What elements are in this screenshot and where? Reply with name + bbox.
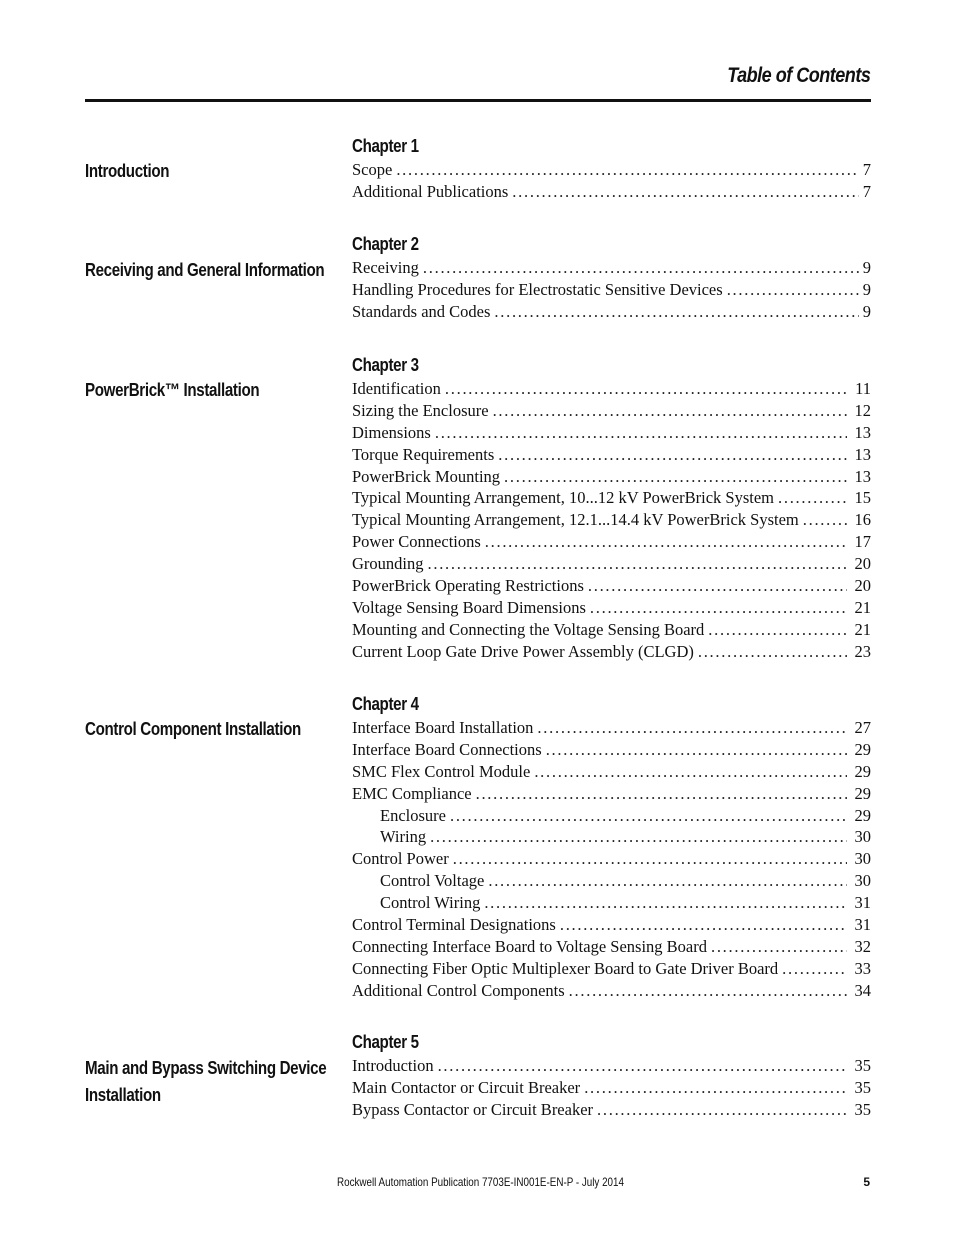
dot-leader — [423, 258, 859, 278]
dot-leader — [438, 1056, 847, 1076]
section-title: Receiving and General Information — [85, 260, 325, 280]
toc-entry[interactable] — [352, 488, 871, 510]
toc-entry-page: 12 — [854, 400, 871, 420]
toc-entries — [352, 379, 871, 664]
dot-leader — [445, 379, 847, 399]
toc-entry[interactable] — [352, 762, 871, 784]
toc-entry-page: 21 — [854, 619, 871, 639]
toc-entry[interactable] — [352, 740, 871, 762]
toc-entry[interactable] — [352, 467, 871, 489]
toc-entry-label: Main Contactor or Circuit Breaker — [352, 1077, 581, 1097]
dot-leader — [698, 642, 847, 662]
toc-entry-page: 30 — [854, 871, 871, 891]
toc-entry-page: 34 — [854, 980, 871, 1000]
toc-entry-page: 21 — [854, 597, 871, 617]
toc-entry-page: 31 — [854, 915, 871, 935]
toc-entry-label: Power Connections — [352, 532, 481, 552]
dot-leader — [569, 981, 847, 1001]
toc-entry[interactable] — [352, 160, 871, 182]
toc-entry-page: 29 — [854, 783, 871, 803]
toc-entry[interactable] — [352, 642, 871, 664]
toc-entry-label: Control Terminal Designations — [352, 915, 556, 935]
toc-entry-page: 35 — [854, 1077, 871, 1097]
toc-entry[interactable] — [352, 981, 871, 1003]
toc-entry-page: 29 — [854, 761, 871, 781]
dot-leader — [590, 598, 847, 618]
toc-entry-label: Identification — [352, 379, 441, 398]
toc-entry-label: Introduction — [352, 1056, 434, 1075]
dot-leader — [546, 740, 847, 760]
toc-entry-page: 23 — [854, 641, 871, 661]
toc-entry-page: 13 — [854, 466, 871, 486]
toc-entry-page: 7 — [862, 160, 871, 179]
toc-entry-label: Torque Requirements — [352, 444, 495, 464]
toc-entry-label: Mounting and Connecting the Voltage Sensing Board — [352, 619, 705, 639]
toc-entry-label: Receiving — [352, 258, 419, 277]
toc-entry-page: 29 — [854, 739, 871, 759]
dot-leader — [498, 445, 847, 465]
toc-entry-page: 35 — [854, 1099, 871, 1119]
toc-entry-label: Bypass Contactor or Circuit Breaker — [352, 1099, 594, 1119]
footer-publication: Rockwell Automation Publication 7703E-IN001E-EN-P - July 2014 — [337, 1175, 624, 1189]
toc-entry-page: 20 — [854, 576, 871, 596]
toc-entry[interactable] — [352, 893, 871, 915]
toc-entry-label: PowerBrick Mounting — [352, 466, 501, 486]
toc-entry-page: 13 — [854, 422, 871, 442]
toc-entry[interactable] — [352, 718, 871, 740]
toc-entry-label: SMC Flex Control Module — [352, 761, 531, 781]
toc-entries — [352, 1056, 871, 1122]
toc-entry[interactable] — [352, 784, 871, 806]
dot-leader — [778, 488, 847, 508]
dot-leader — [534, 762, 847, 782]
toc-entry[interactable] — [352, 532, 871, 554]
toc-entry[interactable] — [352, 1056, 871, 1078]
toc-entry[interactable] — [352, 1100, 871, 1122]
toc-entry-page: 13 — [854, 444, 871, 464]
chapter-label: Chapter 3 — [352, 355, 419, 375]
chapter-label: Chapter 1 — [352, 136, 419, 156]
toc-entry[interactable] — [352, 510, 871, 532]
dot-leader — [711, 937, 847, 957]
toc-entry-label: Typical Mounting Arrangement, 10...12 kV PowerBrick System — [352, 488, 774, 508]
toc-entry[interactable] — [352, 915, 871, 937]
dot-leader — [484, 893, 847, 913]
toc-entry-label: Connecting Fiber Optic Multiplexer Board to Gate Driver Board — [352, 958, 779, 978]
toc-entry-page: 11 — [855, 379, 871, 398]
toc-entry-page: 30 — [854, 827, 871, 847]
dot-leader — [584, 1078, 847, 1098]
toc-entry[interactable] — [352, 806, 871, 828]
dot-leader — [708, 620, 847, 640]
toc-entry-page: 9 — [862, 279, 871, 299]
toc-entry-label: Grounding — [352, 554, 424, 574]
dot-leader — [428, 554, 848, 574]
dot-leader — [560, 915, 847, 935]
dot-leader — [453, 849, 847, 869]
dot-leader — [512, 182, 858, 202]
toc-entry[interactable] — [352, 827, 871, 849]
dot-leader — [476, 784, 847, 804]
toc-entry[interactable] — [352, 937, 871, 959]
page-title: Table of Contents — [726, 64, 870, 87]
toc-entry-label: Handling Procedures for Electrostatic Sensitive Devices — [352, 279, 723, 299]
dot-leader — [537, 718, 847, 738]
toc-entry-label: Enclosure — [380, 805, 446, 825]
dot-leader — [588, 576, 847, 596]
toc-entry-page: 15 — [854, 488, 871, 508]
toc-entry-page: 27 — [854, 718, 871, 737]
dot-leader — [494, 302, 858, 322]
dot-leader — [430, 827, 847, 847]
dot-leader — [493, 401, 847, 421]
toc-entry-label: Connecting Interface Board to Voltage Sensing Board — [352, 936, 707, 956]
toc-entry[interactable] — [352, 401, 871, 423]
toc-entry[interactable] — [352, 620, 871, 642]
toc-entry-label: Dimensions — [352, 422, 431, 442]
toc-entry-label: Wiring — [380, 827, 427, 847]
toc-entry[interactable] — [352, 182, 871, 204]
dot-leader — [435, 423, 847, 443]
toc-entry[interactable] — [352, 598, 871, 620]
section-title: Introduction — [85, 161, 170, 181]
dot-leader — [504, 467, 847, 487]
toc-entry-page: 7 — [862, 181, 871, 201]
toc-entry-page: 33 — [854, 958, 871, 978]
section-title: Control Component Installation — [85, 719, 301, 739]
dot-leader — [727, 280, 859, 300]
toc-entry-label: Interface Board Connections — [352, 739, 542, 759]
toc-entry[interactable] — [352, 959, 871, 981]
chapter-label: Chapter 5 — [352, 1032, 419, 1052]
toc-entries — [352, 160, 871, 204]
toc-entry-page: 31 — [854, 893, 871, 913]
toc-entry-label: Current Loop Gate Drive Power Assembly (CLGD) — [352, 641, 694, 661]
toc-entry[interactable] — [352, 1078, 871, 1100]
dot-leader — [485, 532, 847, 552]
toc-entry-label: Standards and Codes — [352, 301, 491, 321]
toc-entry-page: 9 — [862, 258, 871, 277]
toc-entry-label: Additional Publications — [352, 181, 509, 201]
toc-entry[interactable] — [352, 423, 871, 445]
dot-leader — [782, 959, 847, 979]
toc-entry-label: EMC Compliance — [352, 783, 472, 803]
toc-entry-page: 16 — [854, 510, 871, 530]
toc-entry[interactable] — [352, 302, 871, 324]
footer-page-number: 5 — [863, 1175, 870, 1189]
toc-entries — [352, 258, 871, 324]
toc-entry[interactable] — [352, 554, 871, 576]
dot-leader — [450, 806, 847, 826]
toc-entry[interactable] — [352, 849, 871, 871]
toc-entry[interactable] — [352, 576, 871, 598]
chapter-label: Chapter 4 — [352, 694, 419, 714]
section-title: PowerBrick™ Installation — [85, 380, 260, 400]
toc-entry-page: 29 — [854, 805, 871, 825]
section-title: Main and Bypass Switching Device Installation — [85, 1058, 327, 1105]
toc-entry-label: Interface Board Installation — [352, 718, 534, 737]
toc-entry-label: Voltage Sensing Board Dimensions — [352, 597, 586, 617]
dot-leader — [488, 871, 847, 891]
toc-entry-label: Control Wiring — [380, 893, 481, 913]
toc-entry-page: 17 — [854, 532, 871, 552]
toc-entry-label: PowerBrick Operating Restrictions — [352, 576, 584, 596]
toc-entry[interactable] — [352, 379, 871, 401]
toc-entry-label: Typical Mounting Arrangement, 12.1...14.4 kV PowerBrick System — [352, 510, 799, 530]
toc-entry-page: 9 — [862, 301, 871, 321]
toc-entry[interactable] — [352, 445, 871, 467]
toc-entry-label: Control Voltage — [380, 871, 485, 891]
chapter-label: Chapter 2 — [352, 234, 419, 254]
toc-entry-label: Additional Control Components — [352, 980, 565, 1000]
toc-entry[interactable] — [352, 871, 871, 893]
dot-leader — [597, 1100, 847, 1120]
toc-entries — [352, 718, 871, 1003]
toc-entry-page: 35 — [854, 1056, 871, 1075]
toc-entry[interactable] — [352, 258, 871, 280]
toc-entry-page: 32 — [854, 936, 871, 956]
toc-entry-label: Sizing the Enclosure — [352, 400, 489, 420]
toc-entry-label: Scope — [352, 160, 393, 179]
toc-entry-page: 20 — [854, 554, 871, 574]
toc-entry[interactable] — [352, 280, 871, 302]
toc-entry-page: 30 — [854, 849, 871, 869]
toc-entry-label: Control Power — [352, 849, 449, 869]
dot-leader — [803, 510, 847, 530]
dot-leader — [396, 160, 858, 180]
